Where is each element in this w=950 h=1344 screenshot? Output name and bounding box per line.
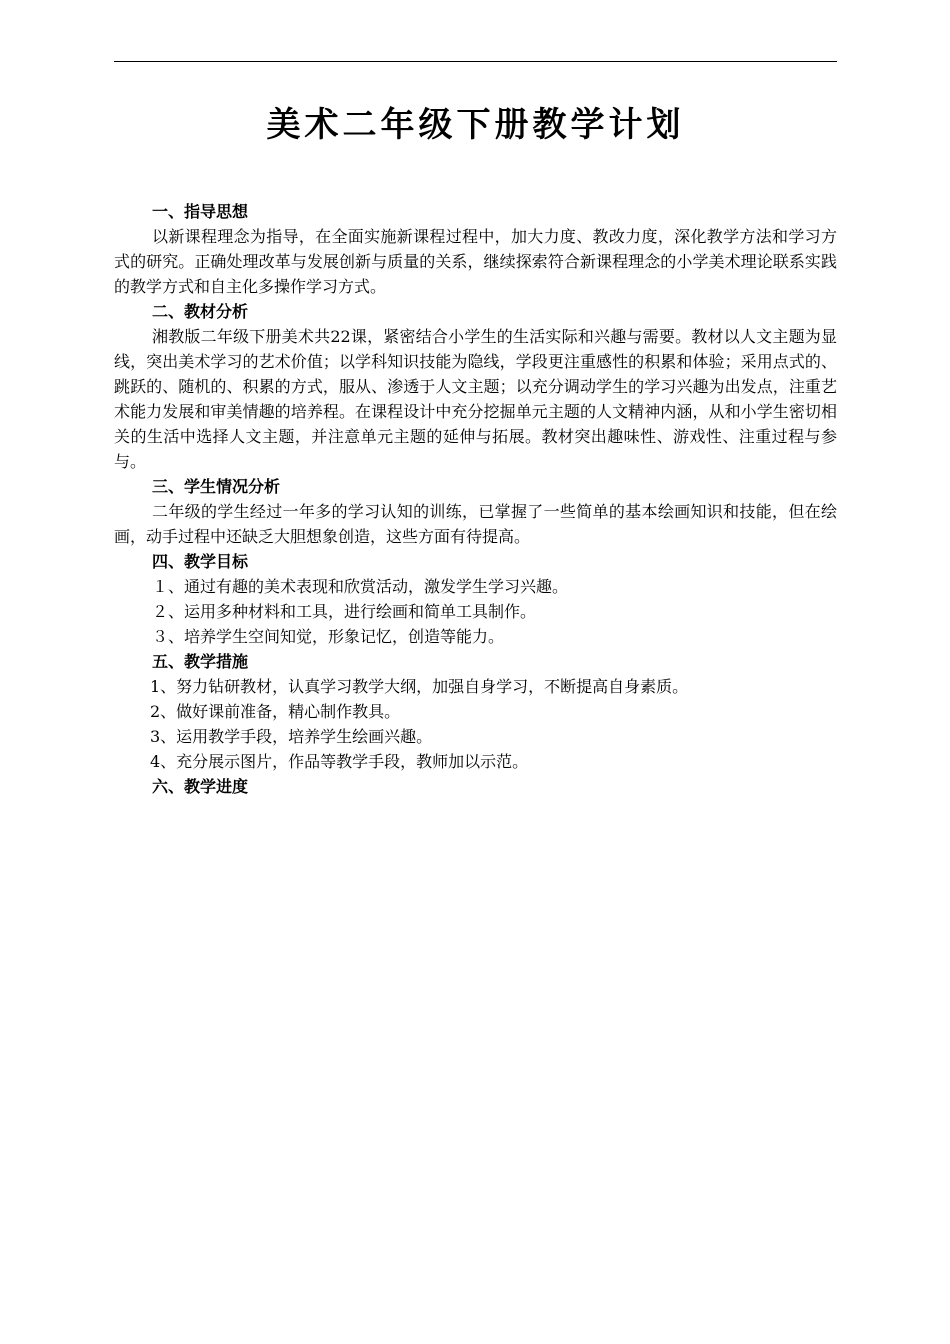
section-heading-guiding-ideology: 一、指导思想 (152, 202, 249, 221)
list-item: 1、努力钻研教材，认真学习教学大纲，加强自身学习，不断提高自身素质。 (150, 677, 689, 696)
section-paragraph-student-analysis: 二年级的学生经过一年多的学习认知的训练，已掌握了一些简单的基本绘画知识和技能，但在绘画，动手过程中还缺乏大胆想象创造，这些方面有待提高。 (114, 502, 837, 546)
section-heading-textbook-analysis: 二、教材分析 (152, 302, 249, 321)
list-item: 4、充分展示图片，作品等教学手段，教师加以示范。 (150, 752, 529, 771)
section-paragraph-textbook-analysis: 湘教版二年级下册美术共22课，紧密结合小学生的生活实际和兴趣与需要。教材以人文主题为显线，突出美术学习的艺术价值；以学科知识技能为隐线，学段更注重感性的积累和体验；采用点式的、跳跃的、随机的、积累的方式，服从、渗透于人文主题；以充分调动学生的学习兴趣为出发点，注重艺术能力发展和审美情趣的培养程。在课程设计中充分挖掘单元主题的人文精神内涵，从和小学生密切相关的生活中选择人文主题，并注意单元主题的延伸与拓展。教材突出趣味性、游戏性、注重过程与参与。 (114, 327, 837, 471)
header-rule (114, 61, 837, 62)
list-item: 3、运用教学手段，培养学生绘画兴趣。 (150, 727, 433, 746)
list-item: ２、运用多种材料和工具，进行绘画和简单工具制作。 (152, 602, 537, 621)
section-heading-teaching-schedule: 六、教学进度 (152, 777, 249, 796)
section-heading-teaching-measures: 五、教学措施 (152, 652, 249, 671)
section-heading-teaching-goals: 四、教学目标 (152, 552, 249, 571)
document-title: 美术二年级下册教学计划 (266, 105, 685, 145)
list-item: 2、做好课前准备，精心制作教具。 (150, 702, 401, 721)
section-paragraph-guiding-ideology: 以新课程理念为指导，在全面实施新课程过程中，加大力度、教改力度，深化教学方法和学习方式的研究。正确处理改革与发展创新与质量的关系，继续探索符合新课程理念的小学美术理论联系实践的教学方式和自主化多操作学习方式。 (114, 227, 837, 296)
section-heading-student-analysis: 三、学生情况分析 (152, 477, 281, 496)
list-item: ３、培养学生空间知觉，形象记忆，创造等能力。 (152, 627, 505, 646)
list-item: １、通过有趣的美术表现和欣赏活动，激发学生学习兴趣。 (152, 577, 569, 596)
document-body (114, 199, 837, 799)
